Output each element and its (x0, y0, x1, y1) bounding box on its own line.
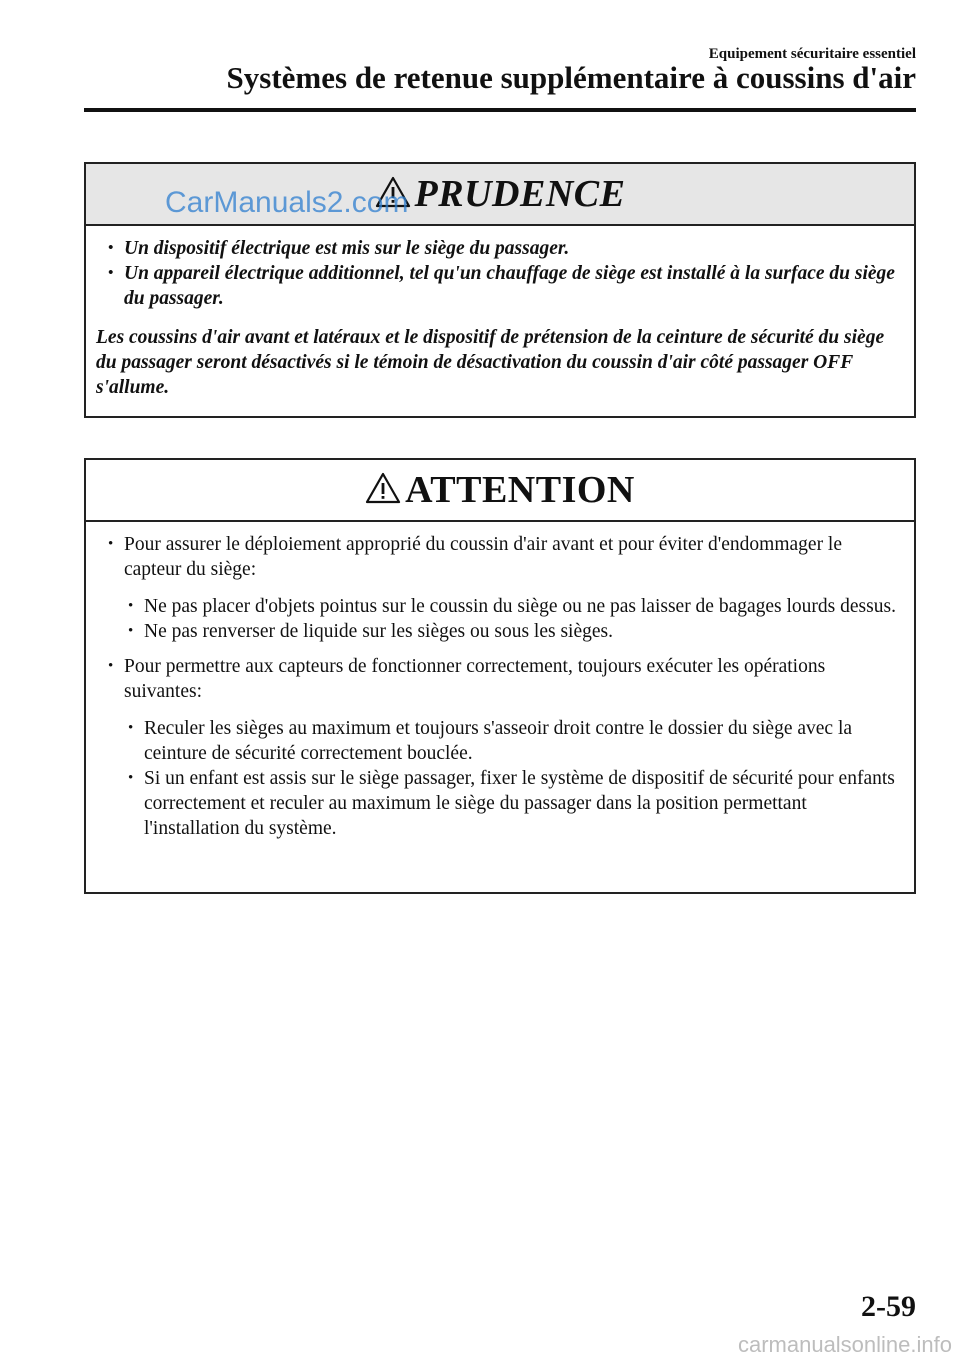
prudence-list (96, 236, 896, 311)
sublist-item: • Ne pas placer d'objets pointus sur le coussin du siège ou ne pas laisser de bagages lourds dessus. (124, 594, 896, 619)
warning-triangle-icon (365, 472, 401, 504)
watermark-logo: CarManuals2.com (165, 186, 409, 219)
prudence-body (86, 226, 914, 400)
list-item: • Un appareil électrique additionnel, tel qu'un chauffage de siège est installé à la surface du siège du passager. (96, 261, 896, 311)
list-item (96, 532, 896, 644)
list-item: • Un dispositif électrique est mis sur le siège du passager. (96, 236, 896, 261)
attention-list (96, 532, 896, 841)
section-label: Equipement sécuritaire essentiel (708, 46, 916, 62)
attention-box (84, 458, 916, 894)
sublist-item: • Si un enfant est assis sur le siège passager, fixer le système de dispositif de sécurité pour enfants correctement et reculer au maximum le siège du passager dans la position permettant l'installation du système. (124, 766, 896, 841)
footer-watermark: carmanualsonline.info (737, 1332, 952, 1357)
sublist-item: • Reculer les sièges au maximum et toujours s'asseoir droit contre le dossier du siège avec la ceinture de sécurité correctement bouclée. (124, 716, 896, 766)
prudence-note: Les coussins d'air avant et latéraux et le dispositif de prétension de la ceinture de sécurité du siège du passager seront désactivés si le témoin de désactivation du coussin d'air côté passager OFF s'allume. (96, 327, 885, 398)
attention-sublist (124, 716, 896, 841)
list-item (96, 654, 896, 841)
sublist-item: • Ne pas renverser de liquide sur les sièges ou sous les sièges. (124, 619, 896, 644)
list-item-text: Pour permettre aux capteurs de fonctionner correctement, toujours exécuter les opérations suivantes: (124, 656, 826, 702)
attention-sublist (124, 594, 896, 644)
attention-header (86, 460, 914, 522)
attention-body (86, 522, 914, 841)
header-divider (84, 108, 916, 112)
attention-heading: ATTENTION (405, 469, 635, 511)
page-number: 2-59 (861, 1290, 916, 1323)
prudence-heading: PRUDENCE (414, 173, 626, 215)
page-title: Systèmes de retenue supplémentaire à coussins d'air (226, 60, 916, 95)
list-item-text: Pour assurer le déploiement approprié du coussin d'air avant et pour éviter d'endommager le capteur du siège: (124, 534, 843, 580)
